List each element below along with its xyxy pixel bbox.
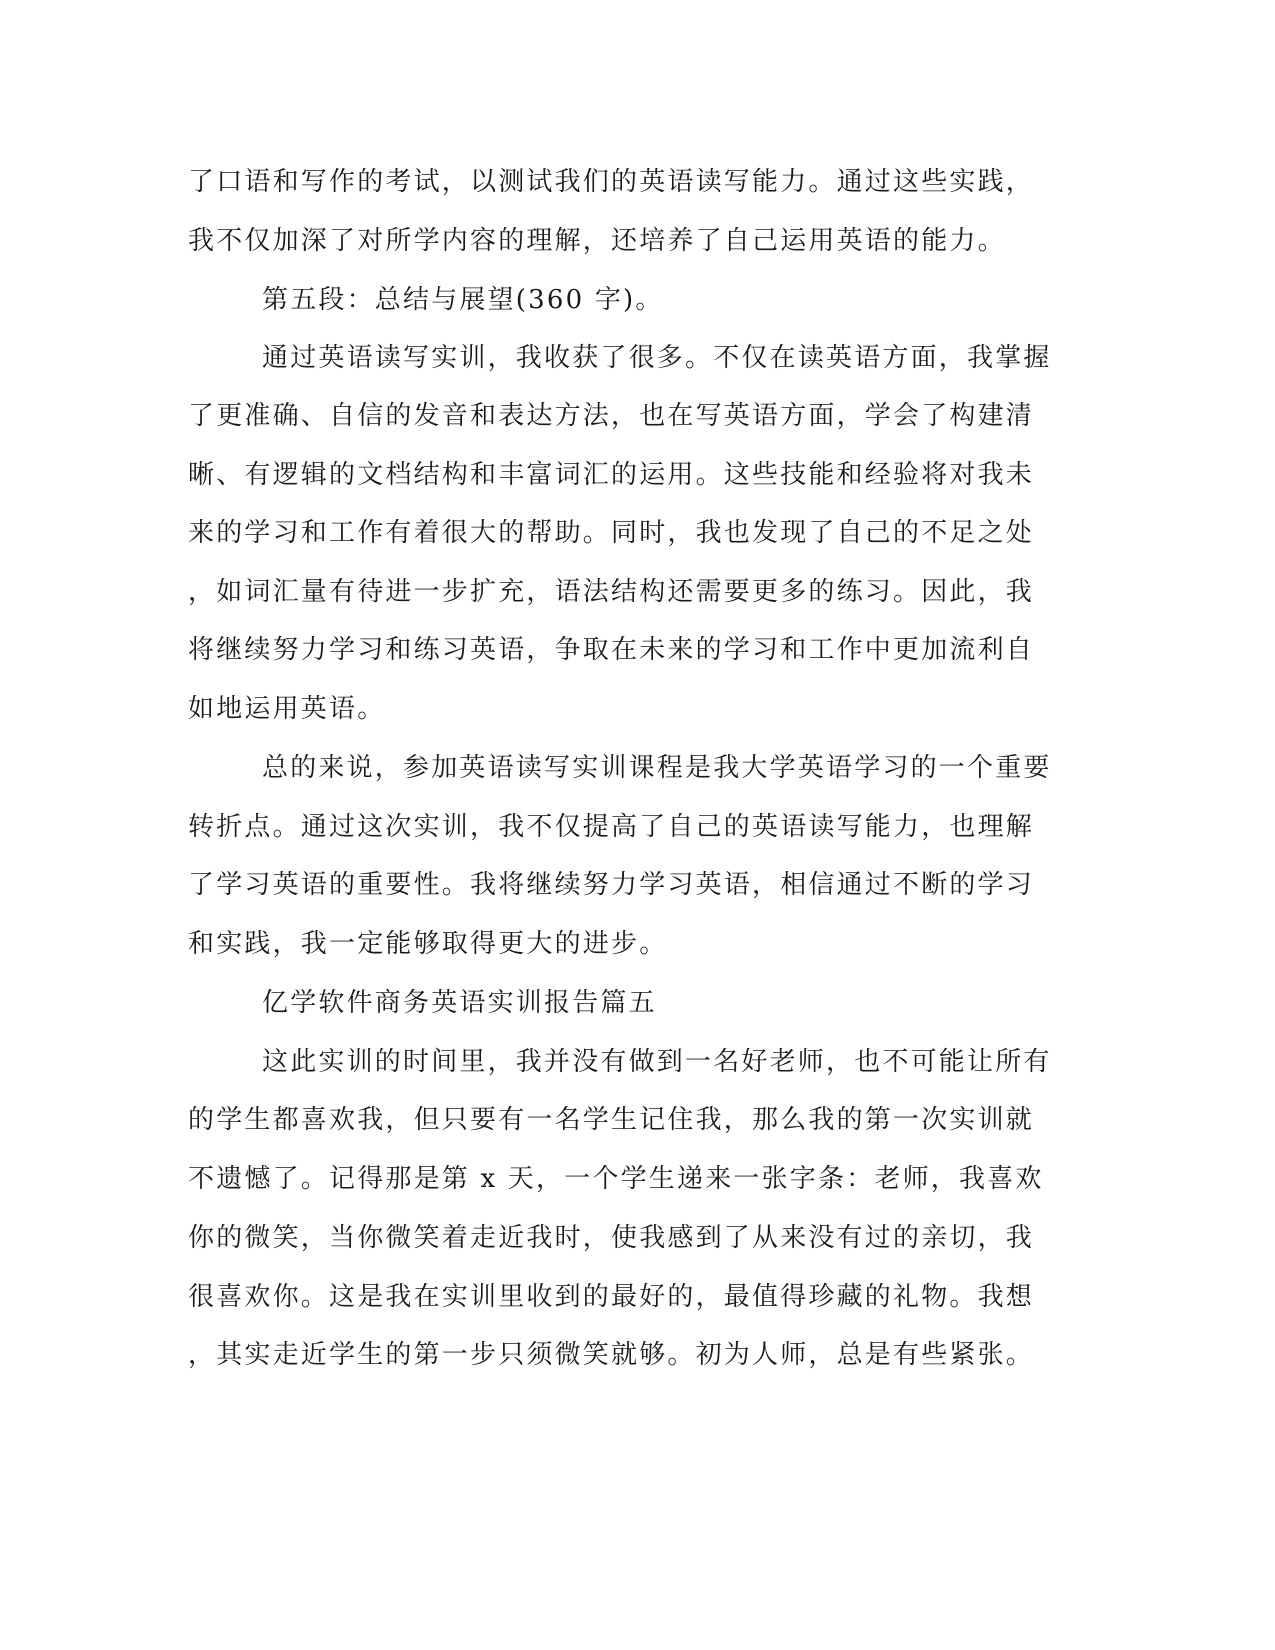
text-line: 很喜欢你。这是我在实训里收到的最好的，最值得珍藏的礼物。我想 [188,1282,1035,1312]
text-line: 了学习英语的重要性。我将继续努力学习英语，相信通过不断的学习 [188,870,1035,900]
text-line: 了口语和写作的考试，以测试我们的英语读写能力。通过这些实践， [188,167,1035,197]
text-line: 来的学习和工作有着很大的帮助。同时，我也发现了自己的不足之处 [188,518,1035,548]
text-line: ，如词汇量有待进一步扩充，语法结构还需要更多的练习。因此，我 [188,577,1035,607]
section-heading: 第五段：总结与展望(360 字)。 [262,285,664,315]
text-line: 和实践，我一定能够取得更大的进步。 [188,929,668,959]
text-line: 我不仅加深了对所学内容的理解，还培养了自己运用英语的能力。 [188,226,1006,256]
text-line: 了更准确、自信的发音和表达方法，也在写英语方面，学会了构建清 [188,401,1035,431]
text-line: 这此实训的时间里，我并没有做到一名好老师，也不可能让所有 [262,1047,1052,1077]
text-line: 如地运用英语。 [188,694,386,724]
text-line: 将继续努力学习和练习英语，争取在未来的学习和工作中更加流利自 [188,635,1035,665]
text-line: 转折点。通过这次实训，我不仅提高了自己的英语读写能力，也理解 [188,812,1035,842]
text-line: 晰、有逻辑的文档结构和丰富词汇的运用。这些技能和经验将对我未 [188,460,1035,490]
text-line: 你的微笑，当你微笑着走近我时，使我感到了从来没有过的亲切，我 [188,1223,1035,1253]
text-line: 通过英语读写实训，我收获了很多。不仅在读英语方面，我掌握 [262,343,1052,373]
text-line: 不遗憾了。记得那是第 x 天，一个学生递来一张字条：老师，我喜欢 [188,1164,1044,1194]
text-line: 总的来说，参加英语读写实训课程是我大学英语学习的一个重要 [262,753,1052,783]
text-line: ，其实走近学生的第一步只须微笑就够。初为人师，总是有些紧张。 [188,1340,1035,1370]
section-heading: 亿学软件商务英语实训报告篇五 [262,988,657,1018]
text-line: 的学生都喜欢我，但只要有一名学生记住我，那么我的第一次实训就 [188,1105,1035,1135]
